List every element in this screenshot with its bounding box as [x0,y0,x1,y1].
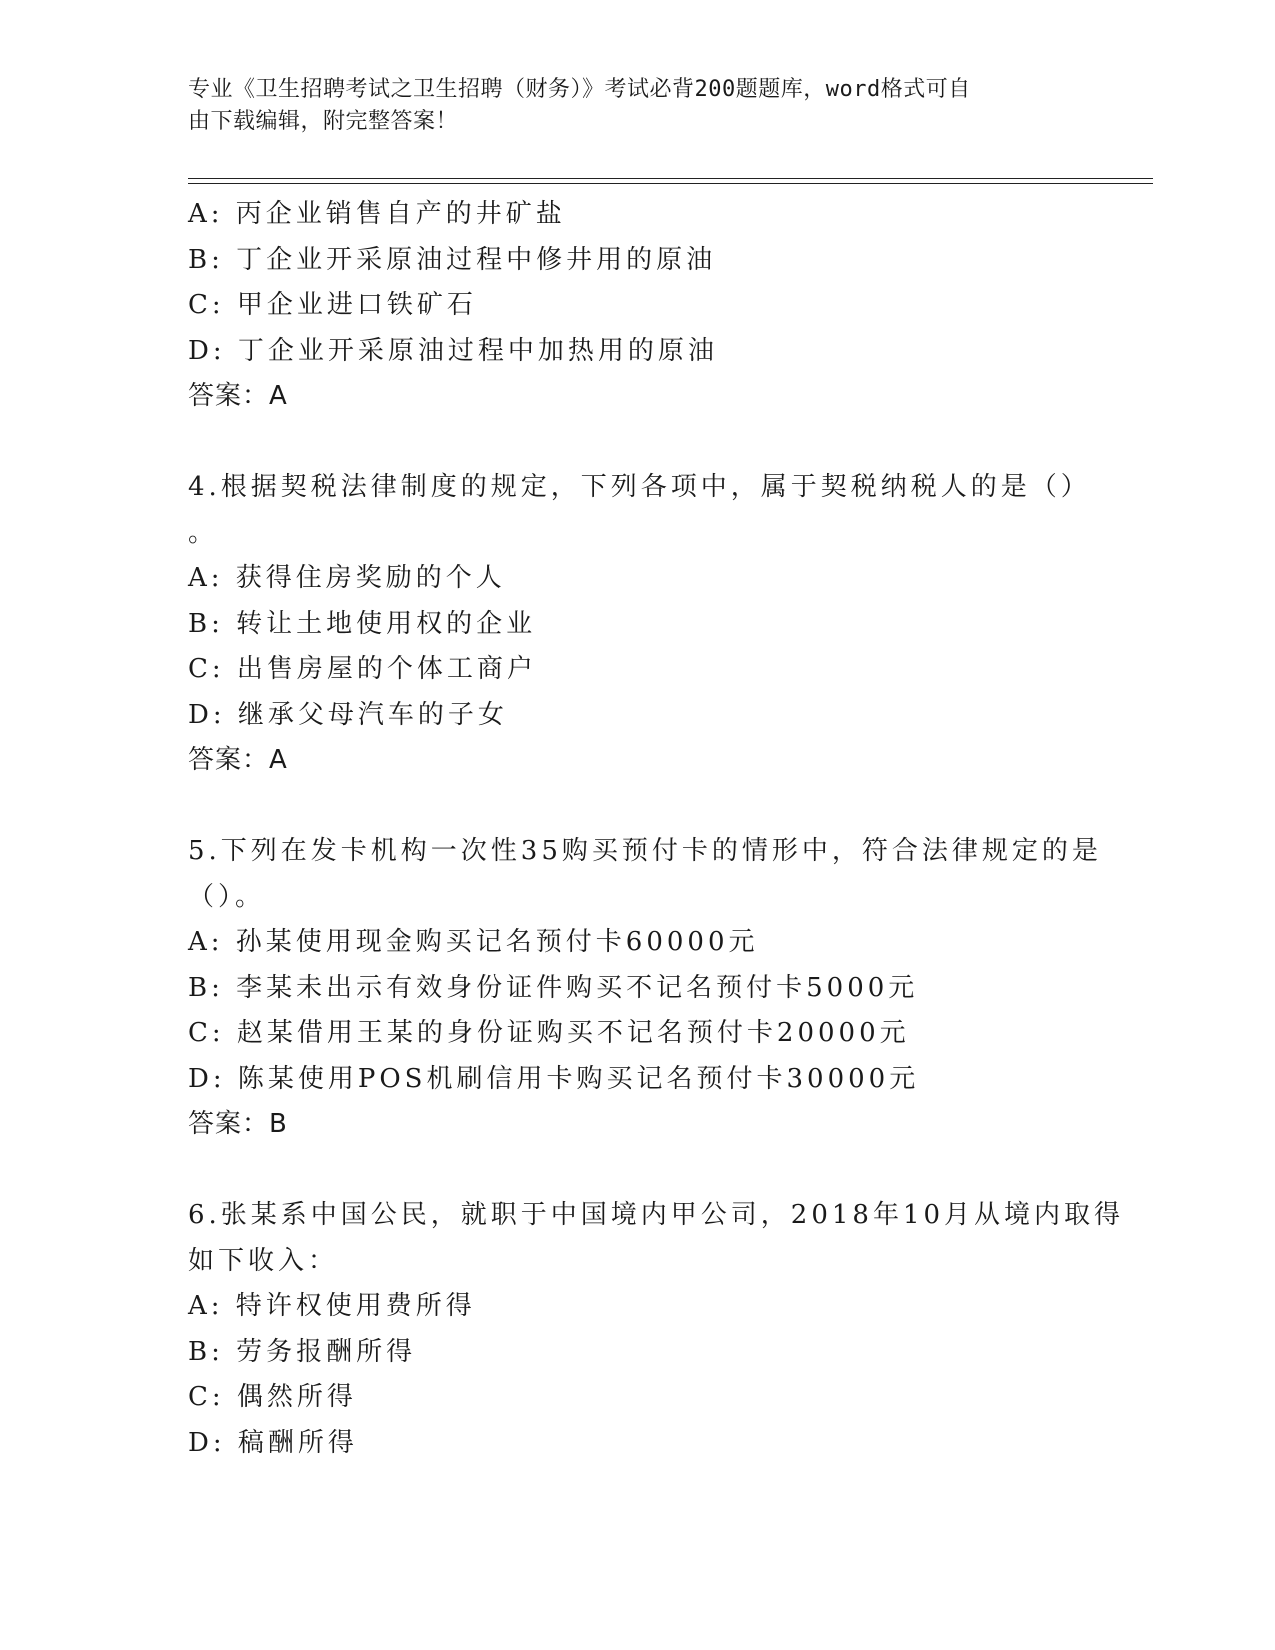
option-a: A: 孙某使用现金购买记名预付卡60000元 [188,927,759,957]
spacer [188,1148,1088,1194]
answer: 答案：A [188,381,288,411]
question-stem: 5.下列在发卡机构一次性35购买预付卡的情形中，符合法律规定的是 [188,836,1102,866]
answer: 答案：A [188,745,288,775]
question-6 [188,1193,1125,1466]
option-c: C: 出售房屋的个体工商户 [188,654,537,684]
option-a: A: 特许权使用费所得 [188,1291,476,1321]
option-a: A: 获得住房奖励的个人 [188,563,506,593]
option-d: D: 稿酬所得 [188,1427,358,1458]
option-b: B: 李某未出示有效身份证件购买不记名预付卡5000元 [188,972,919,1003]
option-d: D: 陈某使用POS机刷信用卡购买记名预付卡30000元 [188,1063,920,1094]
option-d: D: 继承父母汽车的子女 [188,699,508,730]
question-3 [188,192,1088,420]
header-divider-bottom [188,183,1153,184]
question-stem-cont: （）。 [188,881,266,912]
option-d: D: 丁企业开采原油过程中加热用的原油 [188,335,718,366]
question-stem: 4.根据契税法律制度的规定，下列各项中，属于契税纳税人的是（） [188,472,1091,502]
option-c: C: 偶然所得 [188,1382,357,1412]
header-line-1: 专业《卫生招聘考试之卫生招聘（财务）》考试必背200题题库，word格式可自 [188,77,971,102]
header-divider-top [188,178,1153,179]
option-a: A: 丙企业销售自产的井矿盐 [188,199,566,229]
question-4 [188,465,1091,784]
question-list [188,192,1125,1466]
answer: 答案：B [188,1109,288,1139]
question-stem-cont: 如下收入： [188,1245,339,1276]
question-5 [188,829,1102,1148]
option-b: B: 劳务报酬所得 [188,1336,417,1367]
spacer [188,420,1088,466]
header-line-2: 由下载编辑，附完整答案！ [188,109,459,134]
question-stem: 6.张某系中国公民，就职于中国境内甲公司，2018年10月从境内取得 [188,1200,1125,1230]
question-stem-cont: 。 [188,517,219,548]
spacer [188,784,1088,830]
option-b: B: 丁企业开采原油过程中修井用的原油 [188,244,717,275]
document-header [188,74,1068,138]
option-c: C: 赵某借用王某的身份证购买不记名预付卡20000元 [188,1018,910,1048]
option-c: C: 甲企业进口铁矿石 [188,290,477,320]
option-b: B: 转让土地使用权的企业 [188,608,537,639]
